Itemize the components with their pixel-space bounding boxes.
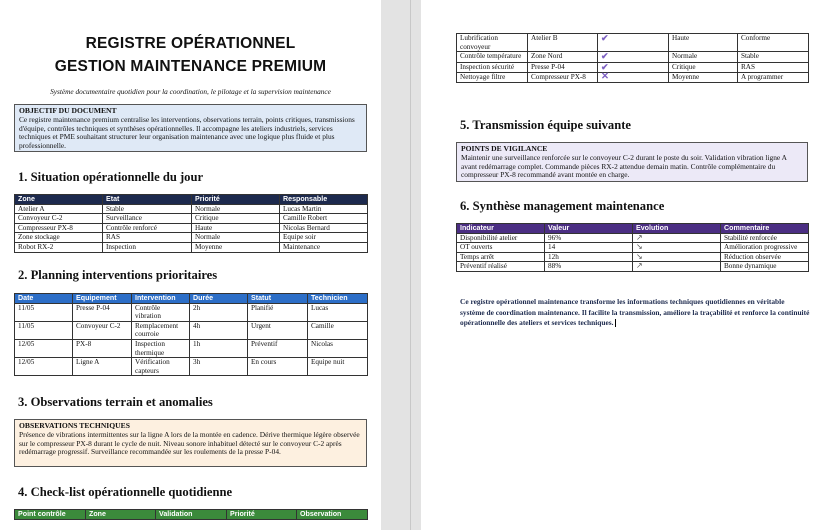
trend-arrow: ↘ — [636, 242, 643, 252]
checklist-header-cell: Priorité — [227, 510, 297, 520]
trend-down-icon — [633, 252, 721, 262]
table-cell: Vérification capteurs — [132, 358, 190, 376]
synthesis-header-cell: Valeur — [545, 224, 633, 234]
planning-header-cell: Durée — [190, 294, 248, 304]
trend-up-icon — [633, 233, 721, 243]
table-cell: Contrôle température — [457, 52, 528, 63]
table-row — [457, 233, 809, 243]
document-page-1 — [0, 0, 381, 530]
table-cell: Presse P-04 — [528, 62, 598, 73]
table-row — [457, 62, 809, 73]
closing-text: Ce registre opérationnel maintenance transforme les informations techniques quotidiennes en véritable système de coordination maintenance. Il facilite la transmission, améliore la traçabilité et renforce la continuité opérationnelle des ateliers et services techniques. — [460, 297, 810, 327]
table-row — [457, 52, 809, 63]
planning-header-cell: Statut — [248, 294, 308, 304]
table-cell: 96% — [545, 233, 633, 243]
table-cell: Convoyeur C-2 — [73, 321, 132, 339]
table-cell: Presse P-04 — [73, 303, 132, 321]
check-mark: ✔ — [601, 33, 609, 43]
table-row — [457, 262, 809, 272]
table-cell: 12/05 — [15, 358, 73, 376]
checklist-header-cell: Validation — [156, 510, 227, 520]
planning-table — [14, 293, 368, 376]
table-cell: Nicolas — [308, 339, 368, 357]
table-cell: PX-8 — [73, 339, 132, 357]
table-cell: Moyenne — [669, 73, 738, 83]
objective-box — [14, 104, 367, 152]
table-cell: Conforme — [738, 34, 809, 52]
table-cell: 12h — [545, 252, 633, 262]
vigilance-heading: POINTS DE VIGILANCE — [461, 144, 548, 153]
table-row — [15, 321, 368, 339]
check-icon — [598, 62, 669, 73]
situation-header-cell: Priorité — [192, 195, 280, 205]
check-icon — [598, 34, 669, 52]
table-cell: Contrôle vibration — [132, 303, 190, 321]
planning-header-cell: Intervention — [132, 294, 190, 304]
table-cell: RAS — [103, 233, 192, 243]
objective-heading: OBJECTIF DU DOCUMENT — [19, 106, 117, 115]
table-cell: Normale — [192, 204, 280, 214]
table-row — [15, 214, 368, 224]
page-gap — [381, 0, 421, 530]
table-cell: 2h — [190, 303, 248, 321]
table-cell: 88% — [545, 262, 633, 272]
table-cell: Nicolas Bernard — [280, 223, 368, 233]
checklist-header-row — [15, 510, 368, 520]
table-cell: Bonne dynamique — [721, 262, 809, 272]
trend-arrow: ↗ — [636, 232, 643, 242]
situation-header-cell: Responsable — [280, 195, 368, 205]
checklist-continued-table — [456, 33, 809, 83]
closing-paragraph — [460, 297, 810, 329]
checklist-header-cell: Observation — [297, 510, 368, 520]
table-row — [15, 242, 368, 252]
table-cell: Normale — [192, 233, 280, 243]
table-cell: 14 — [545, 243, 633, 253]
situation-header-cell: Etat — [103, 195, 192, 205]
table-row — [15, 358, 368, 376]
situation-table — [14, 194, 368, 253]
table-cell: Zone stockage — [15, 233, 103, 243]
table-cell: A programmer — [738, 73, 809, 83]
check-icon — [598, 52, 669, 63]
table-cell: 12/05 — [15, 339, 73, 357]
table-cell: Ligne A — [73, 358, 132, 376]
table-cell: Nettoyage filtre — [457, 73, 528, 83]
trend-down-icon — [633, 243, 721, 253]
planning-header-cell: Technicien — [308, 294, 368, 304]
table-cell: Maintenance — [280, 242, 368, 252]
page-divider — [410, 0, 411, 530]
table-cell: Camille — [308, 321, 368, 339]
section-5-title: 5. Transmission équipe suivante — [460, 118, 631, 132]
text-cursor — [615, 319, 616, 327]
synthesis-header-cell: Evolution — [633, 224, 721, 234]
table-cell: Compresseur PX-8 — [528, 73, 598, 83]
table-cell: Planifié — [248, 303, 308, 321]
table-cell: Disponibilité atelier — [457, 233, 545, 243]
table-row — [457, 73, 809, 83]
synthesis-header-cell: Commentaire — [721, 224, 809, 234]
table-cell: Réduction observée — [721, 252, 809, 262]
table-cell: Critique — [669, 62, 738, 73]
table-row — [15, 204, 368, 214]
table-row — [15, 339, 368, 357]
table-cell: Camille Robert — [280, 214, 368, 224]
section-3-title: 3. Observations terrain et anomalies — [18, 395, 213, 409]
table-cell: Stable — [738, 52, 809, 63]
table-row — [457, 34, 809, 52]
table-cell: OT ouverts — [457, 243, 545, 253]
observations-box — [14, 419, 367, 467]
synthesis-header-row — [457, 224, 809, 234]
table-cell: Contrôle renforcé — [103, 223, 192, 233]
table-cell: Haute — [192, 223, 280, 233]
table-cell: Lucas Martin — [280, 204, 368, 214]
table-row — [457, 243, 809, 253]
table-cell: Haute — [669, 34, 738, 52]
vigilance-text: Maintenir une surveillance renforcée sur le convoyeur C-2 durant le poste du soir. Validation vibration ligne A avant redémarrage complet. Commande pièces RX-2 attendue demain matin. Contrôle complémentaire du compresseur PX-8 recommandé avant montée en charge. — [461, 152, 787, 180]
trend-arrow: ↗ — [636, 261, 643, 271]
table-cell: 1h — [190, 339, 248, 357]
document-subtitle: Système documentaire quotidien pour la coordination, le pilotage et la supervision maintenance — [50, 87, 331, 96]
section-4-title: 4. Check-list opérationnelle quotidienne — [18, 485, 233, 499]
trend-up-icon — [633, 262, 721, 272]
checklist-header-cell: Point contrôle — [15, 510, 86, 520]
table-cell: Préventif — [248, 339, 308, 357]
table-cell: Remplacement courroie — [132, 321, 190, 339]
table-cell: 11/05 — [15, 303, 73, 321]
observations-text: Présence de vibrations intermittentes sur la ligne A lors de la montée en cadence. Dérive thermique légère observée sur le compresseur PX-8 durant le cycle de nuit. Niveau sonore inhabituel détecté sur le convoyeur C-2 après redémarrage progressif. Surveillance recommandée sur les roulements de la presse P-04. — [19, 429, 360, 457]
table-cell: Urgent — [248, 321, 308, 339]
check-mark: ✔ — [601, 61, 609, 72]
section-1-title: 1. Situation opérationnelle du jour — [18, 170, 204, 184]
table-cell: Lubrification convoyeur — [457, 34, 528, 52]
table-cell: Normale — [669, 52, 738, 63]
table-cell: Moyenne — [192, 242, 280, 252]
check-mark: ✔ — [601, 51, 609, 62]
table-cell: Atelier A — [15, 204, 103, 214]
table-cell: Stabilité renforcée — [721, 233, 809, 243]
table-cell: Lucas — [308, 303, 368, 321]
table-cell: En cours — [248, 358, 308, 376]
table-cell: Préventif réalisé — [457, 262, 545, 272]
table-cell: Robot RX-2 — [15, 242, 103, 252]
synthesis-header-cell: Indicateur — [457, 224, 545, 234]
table-row — [15, 223, 368, 233]
table-cell: Zone Nord — [528, 52, 598, 63]
section-2-title: 2. Planning interventions prioritaires — [18, 268, 218, 282]
table-cell: Amélioration progressive — [721, 243, 809, 253]
cross-mark: ✕ — [601, 72, 609, 83]
checklist-header-table — [14, 509, 368, 520]
table-cell: 4h — [190, 321, 248, 339]
table-row — [15, 303, 368, 321]
vigilance-box — [456, 142, 808, 182]
table-cell: Surveillance — [103, 214, 192, 224]
table-cell: Temps arrêt — [457, 252, 545, 262]
document-page-2 — [421, 0, 825, 530]
table-cell: Inspection thermique — [132, 339, 190, 357]
trend-arrow: ↘ — [636, 251, 643, 261]
checklist-header-cell: Zone — [86, 510, 156, 520]
table-cell: Convoyeur C-2 — [15, 214, 103, 224]
table-row — [457, 252, 809, 262]
objective-text: Ce registre maintenance premium centralise les interventions, observations terrain, points critiques, transmissions d'équipe, contrôles techniques et synthèses opérationnelles. Il accompagne les ateliers industriels, services techniques et PME souhaitant structurer leur organisation maintenance avec une logique plus fluide et plus professionnelle. — [19, 114, 355, 151]
table-cell: RAS — [738, 62, 809, 73]
planning-header-row — [15, 294, 368, 304]
cross-icon — [598, 73, 669, 83]
synthesis-table — [456, 223, 809, 272]
planning-header-cell: Date — [15, 294, 73, 304]
table-cell: Critique — [192, 214, 280, 224]
document-title-line-2: GESTION MAINTENANCE PREMIUM — [54, 58, 327, 75]
table-cell: 11/05 — [15, 321, 73, 339]
observations-heading: OBSERVATIONS TECHNIQUES — [19, 421, 130, 430]
table-cell: Inspection sécurité — [457, 62, 528, 73]
table-cell: Stable — [103, 204, 192, 214]
section-6-title: 6. Synthèse management maintenance — [460, 199, 665, 213]
table-cell: Compresseur PX-8 — [15, 223, 103, 233]
situation-header-cell: Zone — [15, 195, 103, 205]
situation-header-row — [15, 195, 368, 205]
planning-header-cell: Equipement — [73, 294, 132, 304]
document-title-line-1: REGISTRE OPÉRATIONNEL — [85, 35, 296, 52]
table-cell: Equipe nuit — [308, 358, 368, 376]
table-cell: Equipe soir — [280, 233, 368, 243]
table-cell: Atelier B — [528, 34, 598, 52]
table-cell: Inspection — [103, 242, 192, 252]
table-cell: 3h — [190, 358, 248, 376]
table-row — [15, 233, 368, 243]
